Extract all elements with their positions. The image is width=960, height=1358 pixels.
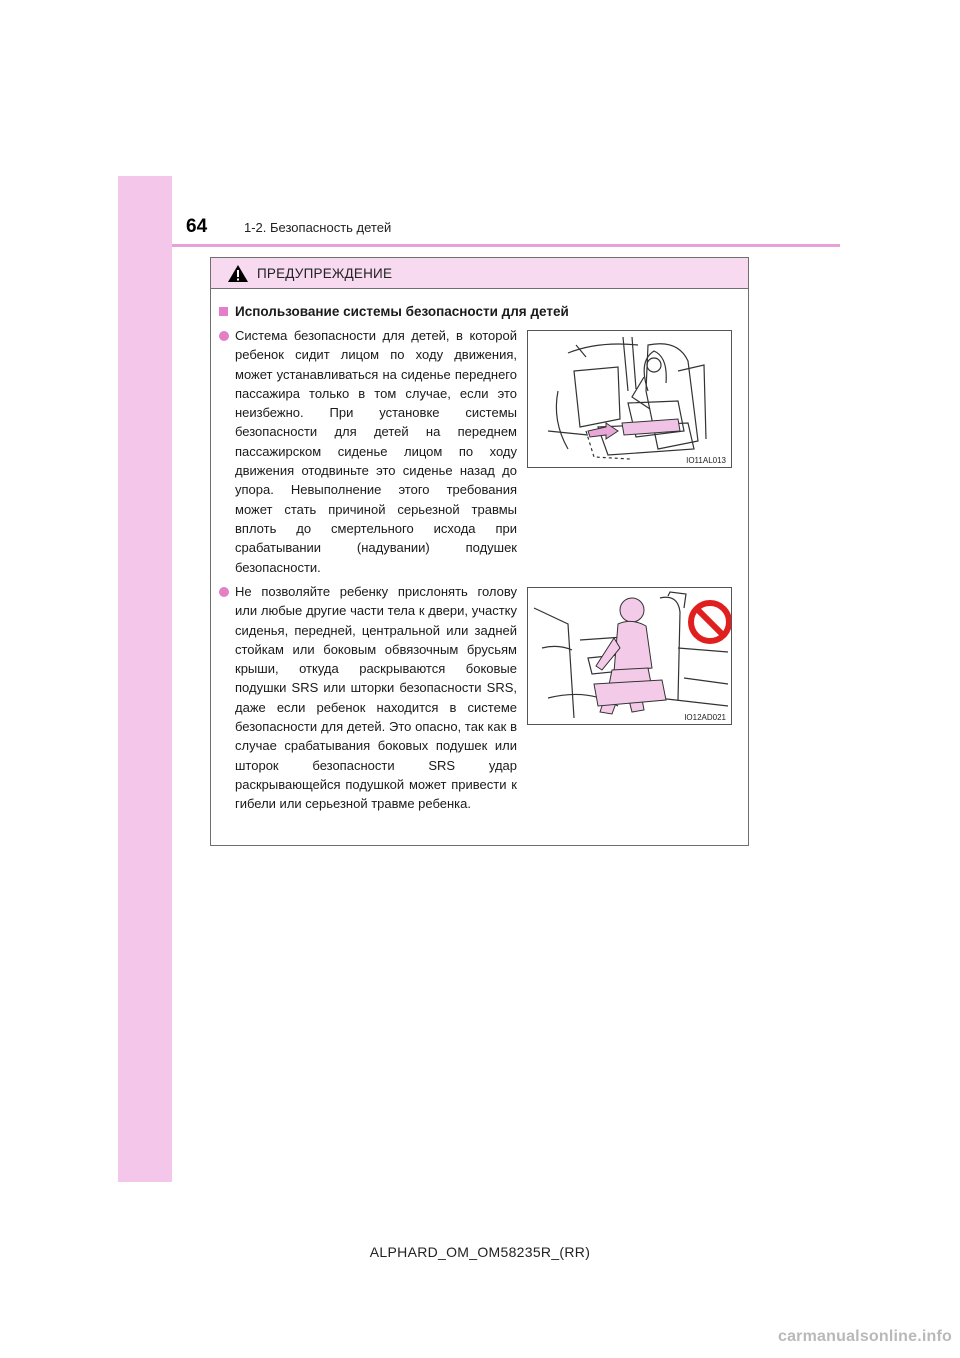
warning-item-text: Система безопасности для детей, в которой ребенок сидит лицом по ходу движения, может устанавливаться на сиденье переднего пассажира только в том случае, если это неизбежно. При установке системы безопасности для детей на переднем пассажирском сиденье лицом по ходу движения отодвиньте это сиденье назад до упора. Невыполнение этого требования может стать причиной серьезной травмы вплоть до смертельного исхода при срабатывании (надувании) подушек безопасности. bbox=[235, 328, 517, 575]
section-title: 1-2. Безопасность детей bbox=[244, 220, 392, 235]
figure-child-booster-warning bbox=[527, 587, 732, 725]
warning-title: ПРЕДУПРЕЖДЕНИЕ bbox=[257, 265, 393, 281]
header-rule bbox=[172, 244, 840, 247]
warning-subhead-text: Использование системы безопасности для детей bbox=[235, 304, 569, 319]
square-bullet-icon bbox=[219, 307, 228, 316]
warning-item-text: Не позволяйте ребенку прислонять голову или любые другие части тела к двери, участку сиденья, передней, центральной или задней стойкам или боковым обвязочным брусьям крыши, откуда раскрываются боковые подушки SRS или шторки безопасности SRS, даже если ребенок находится в системе безопасности для детей. Это опасно, так как в случае срабатывания боковых подушек или шторок безопасности SRS удар раскрывающейся подушкой может привести к гибели или серьезной травме ребенка. bbox=[235, 584, 517, 812]
warning-item-2 bbox=[219, 582, 517, 814]
figure-child-seat-front bbox=[527, 330, 732, 468]
prohibition-icon bbox=[691, 603, 729, 641]
document-code: ALPHARD_OM_OM58235R_(RR) bbox=[369, 1244, 591, 1260]
page-number: 64 bbox=[186, 216, 208, 237]
side-color-band bbox=[118, 176, 172, 1182]
child-booster-illustration bbox=[528, 588, 731, 724]
round-bullet-icon bbox=[219, 587, 229, 597]
warning-header bbox=[211, 258, 748, 289]
figure-code: IO11AL013 bbox=[686, 456, 726, 465]
child-seat-front-illustration bbox=[528, 331, 731, 467]
figure-code: IO12AD021 bbox=[684, 713, 726, 722]
warning-box bbox=[210, 257, 749, 846]
round-bullet-icon bbox=[219, 331, 229, 341]
warning-triangle-icon bbox=[227, 264, 249, 283]
warning-subhead bbox=[219, 304, 569, 319]
watermark: carmanualsonline.info bbox=[777, 1328, 952, 1345]
warning-item-1 bbox=[219, 326, 517, 577]
